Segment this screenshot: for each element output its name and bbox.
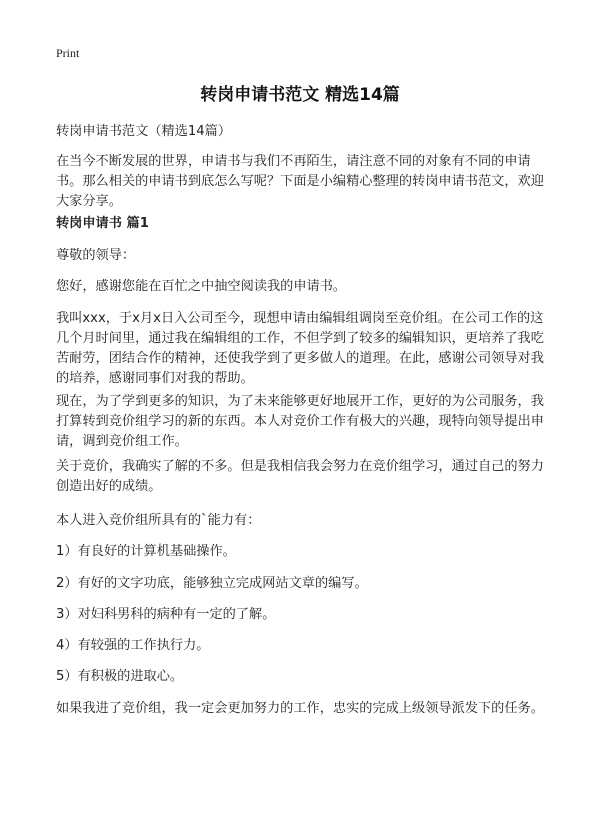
section-heading: 转岗申请书 篇1 — [56, 216, 149, 231]
document-title: 转岗申请书范文 精选14篇 — [200, 85, 400, 105]
greeting: 尊敬的领导： — [56, 248, 136, 263]
print-label: Print — [56, 46, 80, 60]
paragraph-1: 您好，感谢您能在百忙之中抽空阅读我的申请书。 — [56, 279, 347, 294]
list-item: 2）有好的文字功底，能够独立完成网站文章的编写。 — [56, 576, 368, 591]
list-item: 1）有良好的计算机基础操作。 — [56, 544, 236, 559]
list-item: 5）有积极的进取心。 — [56, 669, 184, 684]
paragraph-5: 本人进入竞价组所具有的`能力有： — [56, 513, 261, 528]
list-item: 4）有较强的工作执行力。 — [56, 638, 210, 653]
paragraph-3: 现在，为了学到更多的知识，为了未来能够更好地展开工作，更好的为公司服务，我打算转到竞价组学习的新的东西。本人对竞价工作有极大的兴趣，现特向领导提出申请，调到竞价组工作。 — [56, 394, 544, 449]
paragraph-4: 关于竞价，我确实了解的不多。但是我相信我会努力在竞价组学习，通过自己的努力创造出好的成绩。 — [56, 459, 544, 494]
paragraph-2: 我叫xxx，于x月x日入公司至今，现想申请由编辑组调岗至竞价组。在公司工作的这几个月时间里，通过我在编辑组的工作，不但学到了较多的编辑知识，更培养了我吃苦耐劳，团结合作的精神，还使我学到了更多做人的道理。在此，感谢公司领导对我的培养，感谢同事们对我的帮助。 — [56, 311, 544, 386]
paragraph-6: 如果我进了竞价组，我一定会更加努力的工作，忠实的完成上级领导派发下的任务。 — [56, 701, 544, 716]
intro-paragraph: 在当今不断发展的世界，申请书与我们不再陌生，请注意不同的对象有不同的申请书。那么相关的申请书到底怎么写呢？下面是小编精心整理的转岗申请书范文，欢迎大家分享。 — [56, 154, 544, 209]
list-item: 3）对妇科男科的病种有一定的了解。 — [56, 607, 276, 622]
document-subtitle: 转岗申请书范文（精选14篇） — [56, 124, 232, 139]
